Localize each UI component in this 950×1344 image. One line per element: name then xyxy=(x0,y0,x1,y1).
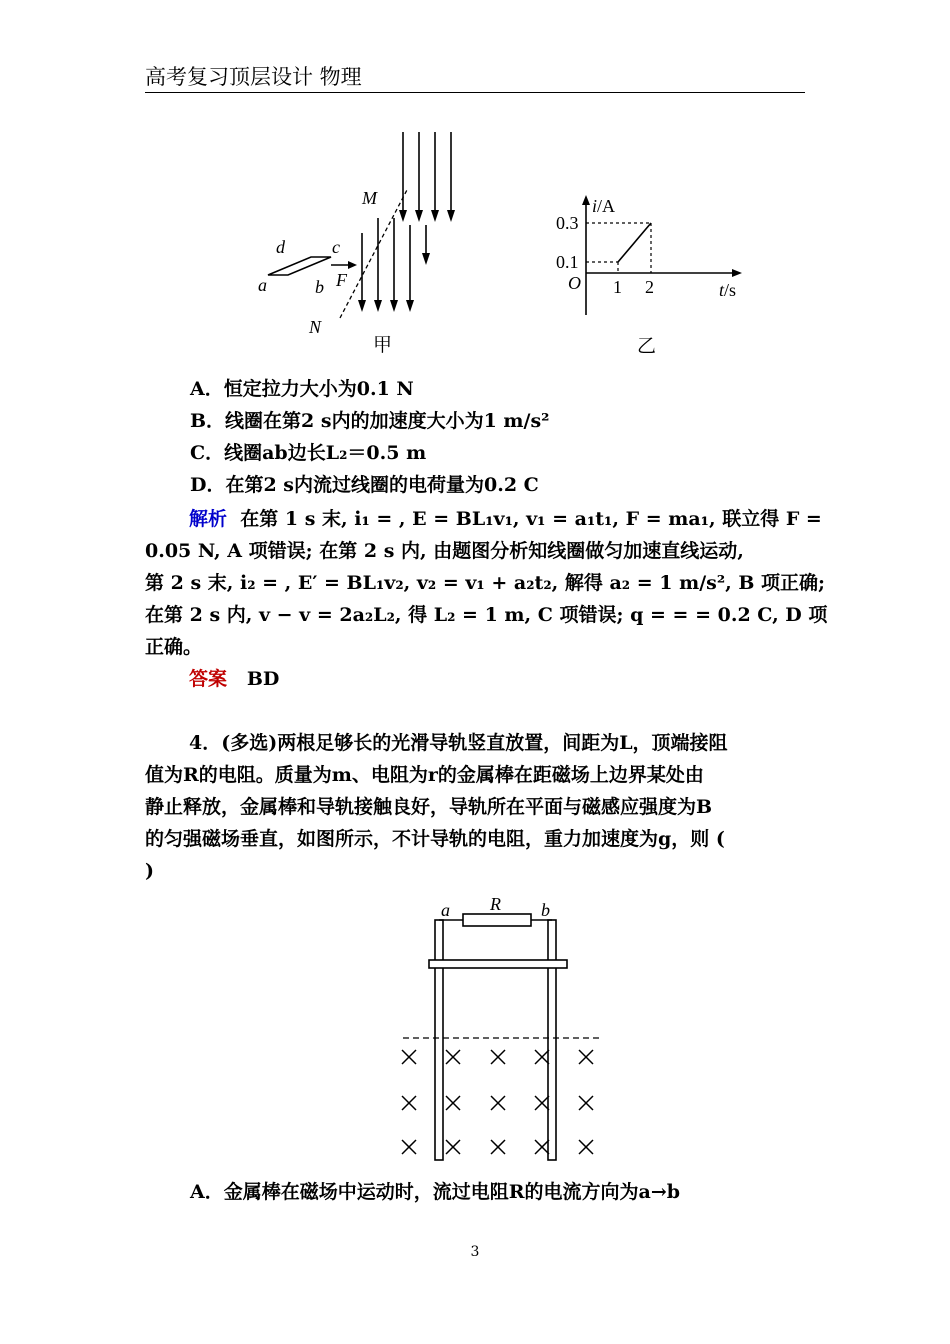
q3-option-a: A．恒定拉力大小为0.1 N xyxy=(190,378,414,400)
field-cross xyxy=(491,1140,505,1154)
analysis-label: 解析 xyxy=(189,508,228,530)
magnetic-field-crosses xyxy=(402,1050,593,1154)
field-cross xyxy=(446,1050,460,1064)
graph-ylabel: i/A xyxy=(592,196,616,216)
q3-answer xyxy=(145,663,807,695)
q4-line-2: 值为R的电阻。质量为m、电阻为r的金属棒在距磁场上边界某处由 xyxy=(145,764,704,786)
label-N: N xyxy=(309,317,322,337)
label-c: c xyxy=(332,237,340,257)
graph-xtick-2: 2 xyxy=(645,277,654,297)
field-cross xyxy=(579,1140,593,1154)
analysis-line-1: 在第 1 s 末, i₁ = , E = BL₁v₁, v₁ = a₁t₁, F = ma₁, 联立得 F = xyxy=(240,508,822,530)
field-cross xyxy=(402,1050,416,1064)
label-resistor-R: R xyxy=(490,894,501,914)
graph-xlabel: t/s xyxy=(719,280,737,300)
q3-analysis xyxy=(145,503,828,663)
label-rail-b: b xyxy=(541,900,550,920)
field-cross xyxy=(535,1140,549,1154)
graph-ytick-0.1: 0.1 xyxy=(556,252,579,272)
answer-value: BD xyxy=(246,668,280,690)
field-cross xyxy=(579,1096,593,1110)
label-b: b xyxy=(315,277,324,297)
q4-line-1: 4．(多选)两根足够长的光滑导轨竖直放置，间距为L，顶端接阻 xyxy=(189,732,728,754)
q3-option-b: B．线圈在第2 s内的加速度大小为1 m/s² xyxy=(190,410,550,432)
analysis-line-2: 0.05 N, A 项错误; 在第 2 s 内, 由题图分析知线圈做匀加速直线运动, xyxy=(145,540,744,562)
q4-line-3: 静止释放，金属棒和导轨接触良好，导轨所在平面与磁感应强度为B xyxy=(145,796,713,818)
field-cross xyxy=(535,1050,549,1064)
field-cross xyxy=(402,1140,416,1154)
field-cross xyxy=(402,1096,416,1110)
answer-label: 答案 xyxy=(189,668,228,690)
field-cross xyxy=(491,1096,505,1110)
analysis-line-3: 第 2 s 末, i₂ = , E′ = BL₁v₂, v₂ = v₁ + a₂t₂, 解得 a₂ = 1 m/s², B 项正确; xyxy=(145,572,826,594)
analysis-line-5: 正确。 xyxy=(145,636,203,658)
figure-2 xyxy=(0,890,950,1165)
q4-line-4: 的匀强磁场垂直，如图所示，不计导轨的电阻，重力加速度为g，则 ( xyxy=(145,828,725,850)
caption-left: 甲 xyxy=(373,334,393,356)
field-cross xyxy=(535,1096,549,1110)
page-number: 3 xyxy=(470,1244,480,1260)
label-F: F xyxy=(336,270,347,290)
label-rail-a: a xyxy=(441,900,450,920)
label-d: d xyxy=(276,237,285,257)
caption-right: 乙 xyxy=(637,335,657,357)
label-a: a xyxy=(258,275,267,295)
graph-xtick-1: 1 xyxy=(613,277,622,297)
field-cross xyxy=(446,1096,460,1110)
header-title: 高考复习顶层设计 物理 xyxy=(145,65,362,89)
q4-line-5: ) xyxy=(145,860,154,882)
q3-option-c: C．线圈ab边长L₂＝0.5 m xyxy=(190,442,427,464)
analysis-line-4: 在第 2 s 内, v − v = 2a₂L₂, 得 L₂ = 1 m, C 项错误; q = = = 0.2 C, D 项 xyxy=(145,604,828,626)
field-cross xyxy=(579,1050,593,1064)
q3-option-d: D．在第2 s内流过线圈的电荷量为0.2 C xyxy=(190,474,539,496)
graph-origin: O xyxy=(568,273,581,293)
label-M: M xyxy=(362,188,377,208)
graph-ytick-0.3: 0.3 xyxy=(556,213,579,233)
q4-stem xyxy=(145,727,807,887)
field-cross xyxy=(491,1050,505,1064)
figure-1 xyxy=(0,0,950,370)
q4-option-a: A．金属棒在磁场中运动时，流过电阻R的电流方向为a→b xyxy=(190,1181,681,1203)
field-cross xyxy=(446,1140,460,1154)
